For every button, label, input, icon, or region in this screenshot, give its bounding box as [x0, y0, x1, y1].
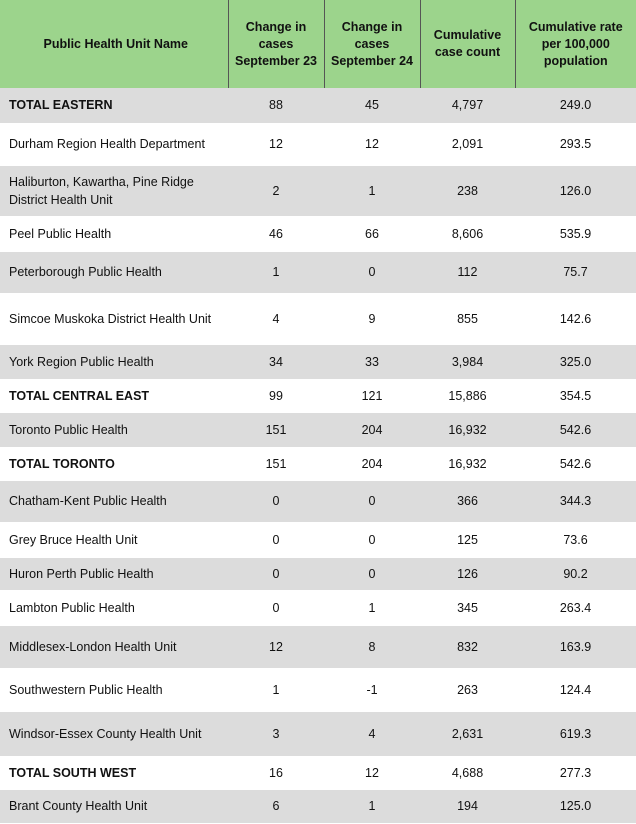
table-body: [0, 88, 636, 823]
cell-change-sep23: 12: [228, 123, 324, 165]
cell-unit-name: Huron Perth Public Health: [0, 557, 228, 590]
cell-cumulative-rate: 263.4: [515, 590, 636, 625]
table-row: [0, 668, 636, 711]
cell-change-sep24: 1: [324, 165, 420, 216]
cell-cumulative-count: 16,932: [420, 447, 515, 480]
cell-cumulative-rate: 75.7: [515, 251, 636, 293]
cell-unit-name: Lambton Public Health: [0, 590, 228, 625]
cell-cumulative-rate: 542.6: [515, 412, 636, 447]
cell-change-sep24: 204: [324, 412, 420, 447]
cell-unit-name: Durham Region Health Department: [0, 123, 228, 165]
cell-cumulative-count: 366: [420, 480, 515, 522]
header-change-sep23: Change in cases September 23: [228, 0, 324, 88]
cell-change-sep23: 1: [228, 668, 324, 711]
cell-change-sep24: 33: [324, 344, 420, 379]
table-row: [0, 216, 636, 251]
cell-unit-name: Peel Public Health: [0, 216, 228, 251]
cell-unit-name: Windsor-Essex County Health Unit: [0, 711, 228, 756]
table-row: [0, 480, 636, 522]
cell-unit-name: Haliburton, Kawartha, Pine Ridge District Health Unit: [0, 165, 228, 216]
table-row: [0, 412, 636, 447]
cell-cumulative-count: 238: [420, 165, 515, 216]
cell-change-sep23: 99: [228, 379, 324, 412]
cell-cumulative-count: 16,932: [420, 412, 515, 447]
cell-change-sep24: -1: [324, 668, 420, 711]
table-row: [0, 789, 636, 823]
cell-unit-name: TOTAL SOUTH WEST: [0, 756, 228, 789]
table-row: [0, 711, 636, 756]
table-row: [0, 522, 636, 557]
cell-unit-name: Southwestern Public Health: [0, 668, 228, 711]
cell-change-sep23: 34: [228, 344, 324, 379]
table-total-row: [0, 756, 636, 789]
cell-cumulative-count: 4,688: [420, 756, 515, 789]
cell-cumulative-rate: 535.9: [515, 216, 636, 251]
cell-unit-name: Middlesex-London Health Unit: [0, 625, 228, 668]
table-row: [0, 165, 636, 216]
table-row: [0, 625, 636, 668]
cell-change-sep24: 0: [324, 522, 420, 557]
cell-change-sep24: 0: [324, 251, 420, 293]
cell-cumulative-count: 125: [420, 522, 515, 557]
cell-change-sep23: 12: [228, 625, 324, 668]
cell-cumulative-rate: 325.0: [515, 344, 636, 379]
cell-change-sep23: 2: [228, 165, 324, 216]
cell-change-sep23: 0: [228, 480, 324, 522]
table-header: [0, 0, 636, 88]
cell-unit-name: Toronto Public Health: [0, 412, 228, 447]
cell-cumulative-rate: 73.6: [515, 522, 636, 557]
cell-cumulative-count: 15,886: [420, 379, 515, 412]
table-row: [0, 251, 636, 293]
cell-unit-name: Brant County Health Unit: [0, 789, 228, 823]
cell-cumulative-count: 2,631: [420, 711, 515, 756]
header-unit-name: Public Health Unit Name: [0, 0, 228, 88]
cell-cumulative-count: 112: [420, 251, 515, 293]
cell-change-sep24: 12: [324, 756, 420, 789]
header-cumulative-count: Cumulative case count: [420, 0, 515, 88]
cell-cumulative-count: 4,797: [420, 88, 515, 123]
cell-unit-name: Simcoe Muskoka District Health Unit: [0, 293, 228, 344]
cell-cumulative-rate: 293.5: [515, 123, 636, 165]
cell-change-sep24: 12: [324, 123, 420, 165]
cell-change-sep23: 3: [228, 711, 324, 756]
table-row: [0, 123, 636, 165]
cell-unit-name: TOTAL TORONTO: [0, 447, 228, 480]
cell-change-sep23: 4: [228, 293, 324, 344]
cell-change-sep23: 46: [228, 216, 324, 251]
cell-change-sep24: 204: [324, 447, 420, 480]
cell-cumulative-count: 832: [420, 625, 515, 668]
cell-unit-name: Peterborough Public Health: [0, 251, 228, 293]
cell-cumulative-rate: 354.5: [515, 379, 636, 412]
table-total-row: [0, 88, 636, 123]
cell-cumulative-count: 126: [420, 557, 515, 590]
cell-cumulative-rate: 125.0: [515, 789, 636, 823]
table-row: [0, 590, 636, 625]
cell-change-sep23: 151: [228, 412, 324, 447]
cell-change-sep23: 151: [228, 447, 324, 480]
cell-change-sep24: 9: [324, 293, 420, 344]
cell-change-sep24: 0: [324, 557, 420, 590]
cell-change-sep23: 0: [228, 557, 324, 590]
cell-cumulative-rate: 344.3: [515, 480, 636, 522]
cell-change-sep23: 16: [228, 756, 324, 789]
header-cumulative-rate: Cumulative rate per 100,000 population: [515, 0, 636, 88]
cell-change-sep24: 1: [324, 590, 420, 625]
cell-change-sep23: 6: [228, 789, 324, 823]
cell-unit-name: TOTAL CENTRAL EAST: [0, 379, 228, 412]
cell-cumulative-rate: 124.4: [515, 668, 636, 711]
cell-change-sep24: 121: [324, 379, 420, 412]
cell-cumulative-count: 345: [420, 590, 515, 625]
header-change-sep24: Change in cases September 24: [324, 0, 420, 88]
cell-change-sep24: 4: [324, 711, 420, 756]
cell-change-sep24: 1: [324, 789, 420, 823]
cell-cumulative-count: 8,606: [420, 216, 515, 251]
cell-cumulative-rate: 249.0: [515, 88, 636, 123]
cell-change-sep23: 0: [228, 522, 324, 557]
cell-unit-name: TOTAL EASTERN: [0, 88, 228, 123]
table-row: [0, 293, 636, 344]
cell-cumulative-rate: 277.3: [515, 756, 636, 789]
cell-change-sep23: 1: [228, 251, 324, 293]
header-row: [0, 0, 636, 88]
cell-unit-name: Chatham-Kent Public Health: [0, 480, 228, 522]
table-total-row: [0, 447, 636, 480]
cell-change-sep24: 0: [324, 480, 420, 522]
table-row: [0, 557, 636, 590]
cell-cumulative-count: 263: [420, 668, 515, 711]
cell-cumulative-rate: 126.0: [515, 165, 636, 216]
cell-cumulative-rate: 163.9: [515, 625, 636, 668]
table-row: [0, 344, 636, 379]
cell-cumulative-count: 3,984: [420, 344, 515, 379]
cell-cumulative-rate: 142.6: [515, 293, 636, 344]
cell-unit-name: York Region Public Health: [0, 344, 228, 379]
cell-change-sep24: 8: [324, 625, 420, 668]
cell-cumulative-rate: 619.3: [515, 711, 636, 756]
cell-change-sep24: 66: [324, 216, 420, 251]
cell-cumulative-count: 2,091: [420, 123, 515, 165]
cell-cumulative-rate: 542.6: [515, 447, 636, 480]
cell-cumulative-count: 194: [420, 789, 515, 823]
cell-change-sep23: 88: [228, 88, 324, 123]
cell-change-sep24: 45: [324, 88, 420, 123]
cell-cumulative-rate: 90.2: [515, 557, 636, 590]
cell-change-sep23: 0: [228, 590, 324, 625]
cell-unit-name: Grey Bruce Health Unit: [0, 522, 228, 557]
table-total-row: [0, 379, 636, 412]
cell-cumulative-count: 855: [420, 293, 515, 344]
